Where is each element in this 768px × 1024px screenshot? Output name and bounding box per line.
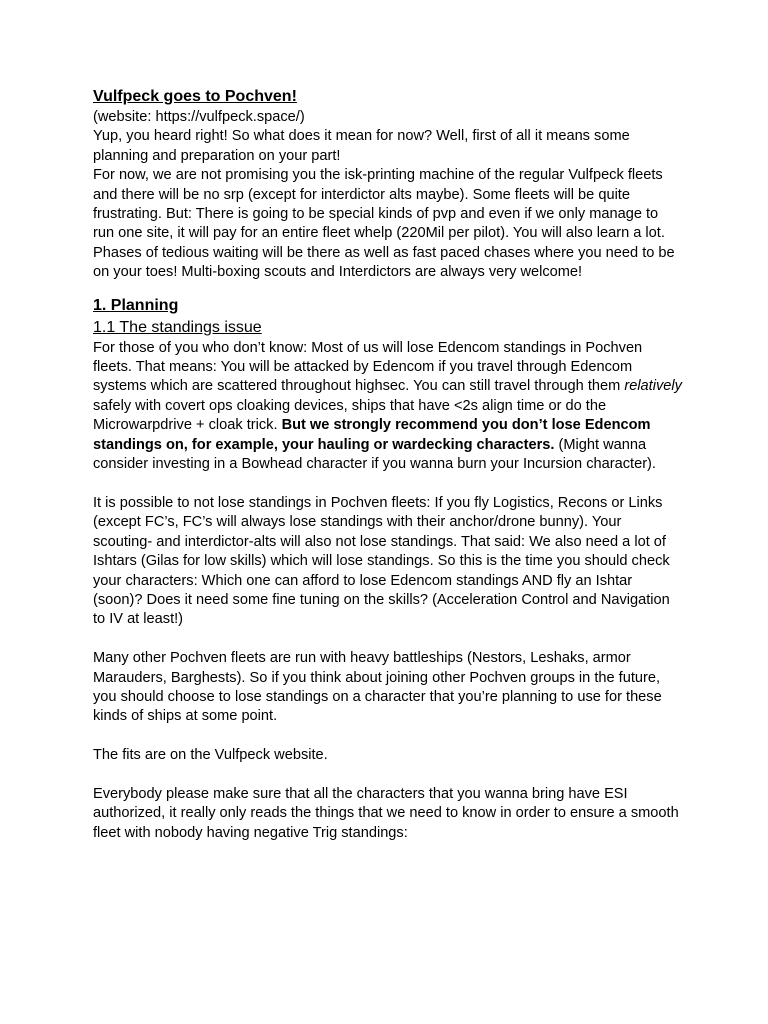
spacer bbox=[93, 475, 683, 494]
intro-paragraph-2: For now, we are not promising you the isk-printing machine of the regular Vulfpeck fleets and there will be no srp (except for interdictor alts maybe). Some fleets will be quite frustrating. But: There is going to be special kinds of pvp and even if we only manage to run one site, it will pay for an entire fleet whelp (220Mil per pilot). You will also learn a lot. Phases of tedious waiting will be there as well as fast paced chases where you need to be on your toes! Multi-boxing scouts and Interdictors are always very welcome! bbox=[93, 167, 675, 281]
standings-emphasis: relatively bbox=[624, 378, 682, 395]
standings-text-a: For those of you who don’t know: Most of us will lose Edencom standings in Pochven fleets. That means: You will be attacked by Edencom if you travel through Edencom systems which are scattered throughout highsec. You can still travel through them bbox=[93, 339, 643, 395]
website-line: (website: https://vulfpeck.space/) bbox=[93, 109, 305, 125]
standings-paragraph-2: It is possible to not lose standings in Pochven fleets: If you fly Logistics, Recons or Links (except FC’s, FC’s will always lose standings with their anchor/drone bunny). Your scouting- and interdictor-alts will also not lose standings. That said: We also need a lot of Ishtars (Gilas for low skills) which will lose standings. So this is the time you should check your characters: Which one can afford to lose Edencom standings AND fly an Ishtar (soon)? Does it need some fine tuning on the skills? (Acceleration Control and Navigation to IV at least!) bbox=[93, 494, 670, 628]
document-title: Vulfpeck goes to Pochven! bbox=[93, 88, 297, 105]
esi-paragraph: Everybody please make sure that all the characters that you wanna bring have ESI authorized, it really only reads the things that we need to know in order to ensure a smooth fleet with nobody having negative Trig standings: bbox=[93, 785, 679, 841]
section-heading-planning: 1. Planning bbox=[93, 296, 179, 314]
standings-text-c: (Might wanna consider investing in a Bowhead character if you wanna burn your Incursion character). bbox=[93, 436, 656, 473]
document-body bbox=[93, 86, 683, 843]
standings-text-b: safely with covert ops cloaking devices, ships that have <2s align time or do the Microwarpdrive + cloak trick. bbox=[93, 397, 607, 434]
spacer bbox=[93, 630, 683, 649]
standings-paragraph-1 bbox=[93, 339, 683, 475]
subsection-heading-standings: 1.1 The standings issue bbox=[93, 318, 262, 336]
fits-paragraph: The fits are on the Vulfpeck website. bbox=[93, 747, 328, 764]
spacer bbox=[93, 766, 683, 785]
spacer bbox=[93, 727, 683, 746]
intro-paragraph-1: Yup, you heard right! So what does it mean for now? Well, first of all it means some planning and preparation on your part! bbox=[93, 128, 630, 164]
standings-recommendation: But we strongly recommend you don’t lose Edencom standings on, for example, your hauling or wardecking characters. bbox=[93, 417, 651, 453]
standings-paragraph-3: Many other Pochven fleets are run with heavy battleships (Nestors, Leshaks, armor Marauders, Barghests). So if you think about joining other Pochven groups in the future, you should choose to lose standings on a character that you’re planning to use for these kinds of ships at some point. bbox=[93, 650, 662, 725]
